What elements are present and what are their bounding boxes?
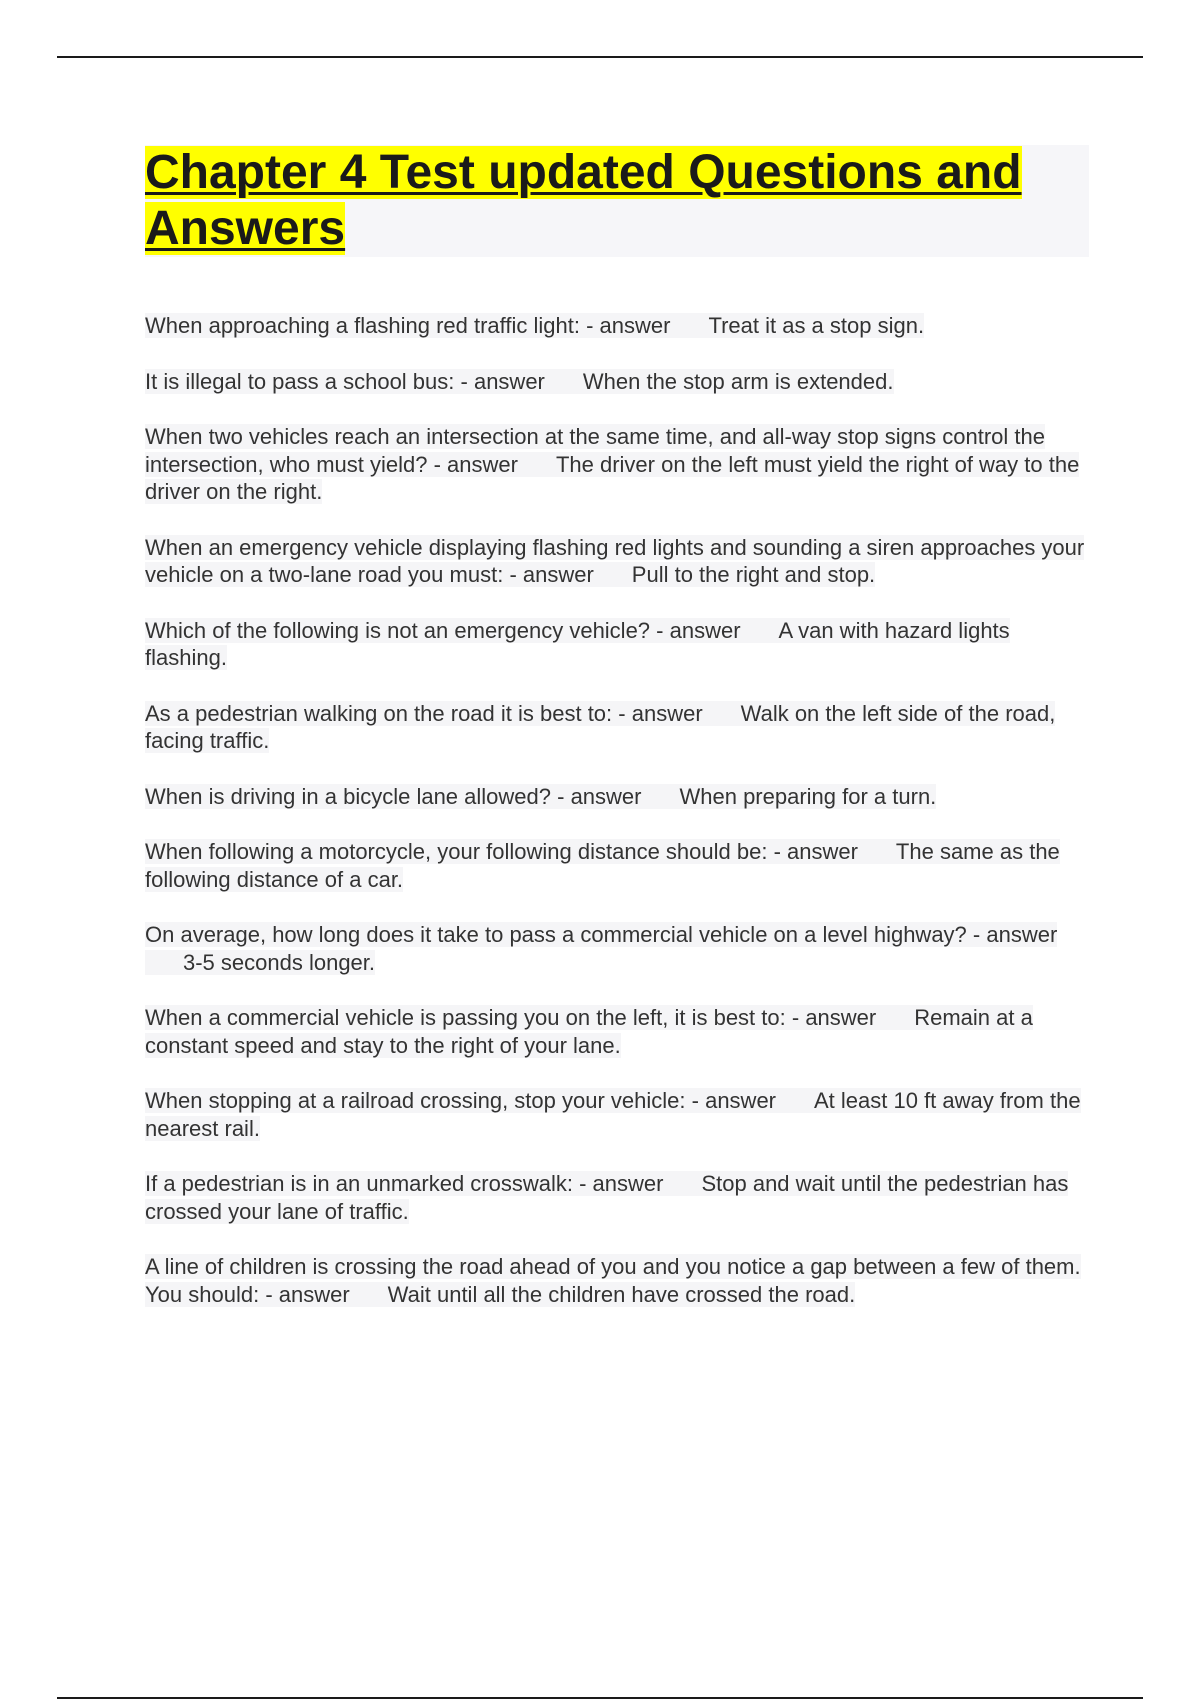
answer-marker: - answer bbox=[773, 839, 858, 864]
question-text: When stopping at a railroad crossing, stop your vehicle: bbox=[145, 1088, 686, 1113]
qa-item bbox=[145, 1004, 1090, 1059]
page-title bbox=[145, 145, 1089, 257]
qa-list bbox=[145, 312, 1090, 1336]
answer-text: At least 10 ft away from the nearest rail. bbox=[145, 1088, 1081, 1141]
answer-marker: - answer bbox=[460, 368, 545, 394]
question-text: When is driving in a bicycle lane allowed? bbox=[145, 783, 551, 809]
top-rule bbox=[57, 56, 1143, 58]
answer-text: Wait until all the children have crossed the road. bbox=[387, 1281, 856, 1307]
answer-text: When the stop arm is extended. bbox=[582, 368, 894, 394]
answer-text: Walk on the left side of the road, facing traffic. bbox=[145, 700, 1056, 753]
answer-text: The driver on the left must yield the right of way to the driver on the right. bbox=[145, 451, 1080, 504]
qa-item bbox=[145, 617, 1090, 672]
qa-item bbox=[145, 1253, 1090, 1308]
answer-marker: - answer bbox=[691, 1088, 776, 1113]
qa-item bbox=[145, 1087, 1090, 1142]
qa-item bbox=[145, 1170, 1090, 1225]
answer-text: When preparing for a turn. bbox=[679, 783, 937, 809]
answer-marker: - answer bbox=[433, 451, 518, 477]
question-text: As a pedestrian walking on the road it is best to: bbox=[145, 700, 613, 726]
question-text: When a commercial vehicle is passing you on the left, it is best to: bbox=[145, 1005, 786, 1030]
question-text: If a pedestrian is in an unmarked crosswalk: bbox=[145, 1171, 573, 1196]
question-text: When two vehicles reach an intersection at the same time, and all-way stop signs control the intersection, who must yield? bbox=[145, 424, 1046, 477]
question-text: When approaching a flashing red traffic light: bbox=[145, 313, 580, 338]
qa-item bbox=[145, 368, 1090, 396]
title-line-1: Chapter 4 Test updated Questions and bbox=[145, 146, 1022, 199]
qa-item bbox=[145, 534, 1090, 589]
answer-marker: - answer bbox=[791, 1005, 877, 1030]
question-text: When an emergency vehicle displaying flashing red lights and sounding a siren approaches your vehicle on a two-lane road you must: bbox=[145, 534, 1085, 587]
bottom-rule bbox=[57, 1697, 1143, 1699]
qa-item bbox=[145, 700, 1090, 755]
qa-item bbox=[145, 783, 1090, 811]
qa-item bbox=[145, 838, 1090, 893]
answer-text: Remain at a constant speed and stay to the right of your lane. bbox=[145, 1005, 1033, 1058]
qa-item bbox=[145, 423, 1090, 506]
answer-text: Treat it as a stop sign. bbox=[708, 313, 925, 338]
answer-text: The same as the following distance of a car. bbox=[145, 839, 1060, 892]
answer-marker: - answer bbox=[579, 1171, 664, 1196]
answer-text: 3-5 seconds longer. bbox=[183, 949, 376, 975]
title-block bbox=[145, 145, 1089, 257]
question-text: It is illegal to pass a school bus: bbox=[145, 368, 455, 394]
answer-marker: - answer bbox=[509, 562, 594, 587]
answer-marker: - answer bbox=[656, 617, 741, 643]
qa-item bbox=[145, 312, 1090, 340]
answer-marker: - answer bbox=[265, 1281, 350, 1307]
answer-text: A van with hazard lights flashing. bbox=[145, 617, 1010, 670]
answer-marker: - answer bbox=[972, 922, 1058, 947]
answer-marker: - answer bbox=[586, 313, 671, 338]
answer-marker: - answer bbox=[618, 700, 703, 726]
answer-text: Stop and wait until the pedestrian has crossed your lane of traffic. bbox=[145, 1171, 1069, 1224]
question-text: When following a motorcycle, your following distance should be: bbox=[145, 839, 768, 864]
title-line-2: Answers bbox=[145, 202, 346, 255]
question-text: Which of the following is not an emergency vehicle? bbox=[145, 617, 651, 643]
answer-marker: - answer bbox=[557, 783, 642, 809]
question-text: On average, how long does it take to pass a commercial vehicle on a level highway? bbox=[145, 922, 967, 947]
answer-text: Pull to the right and stop. bbox=[631, 562, 876, 587]
question-text: A line of children is crossing the road ahead of you and you notice a gap between a few of them. You should: bbox=[145, 1254, 1081, 1307]
qa-item bbox=[145, 921, 1090, 976]
